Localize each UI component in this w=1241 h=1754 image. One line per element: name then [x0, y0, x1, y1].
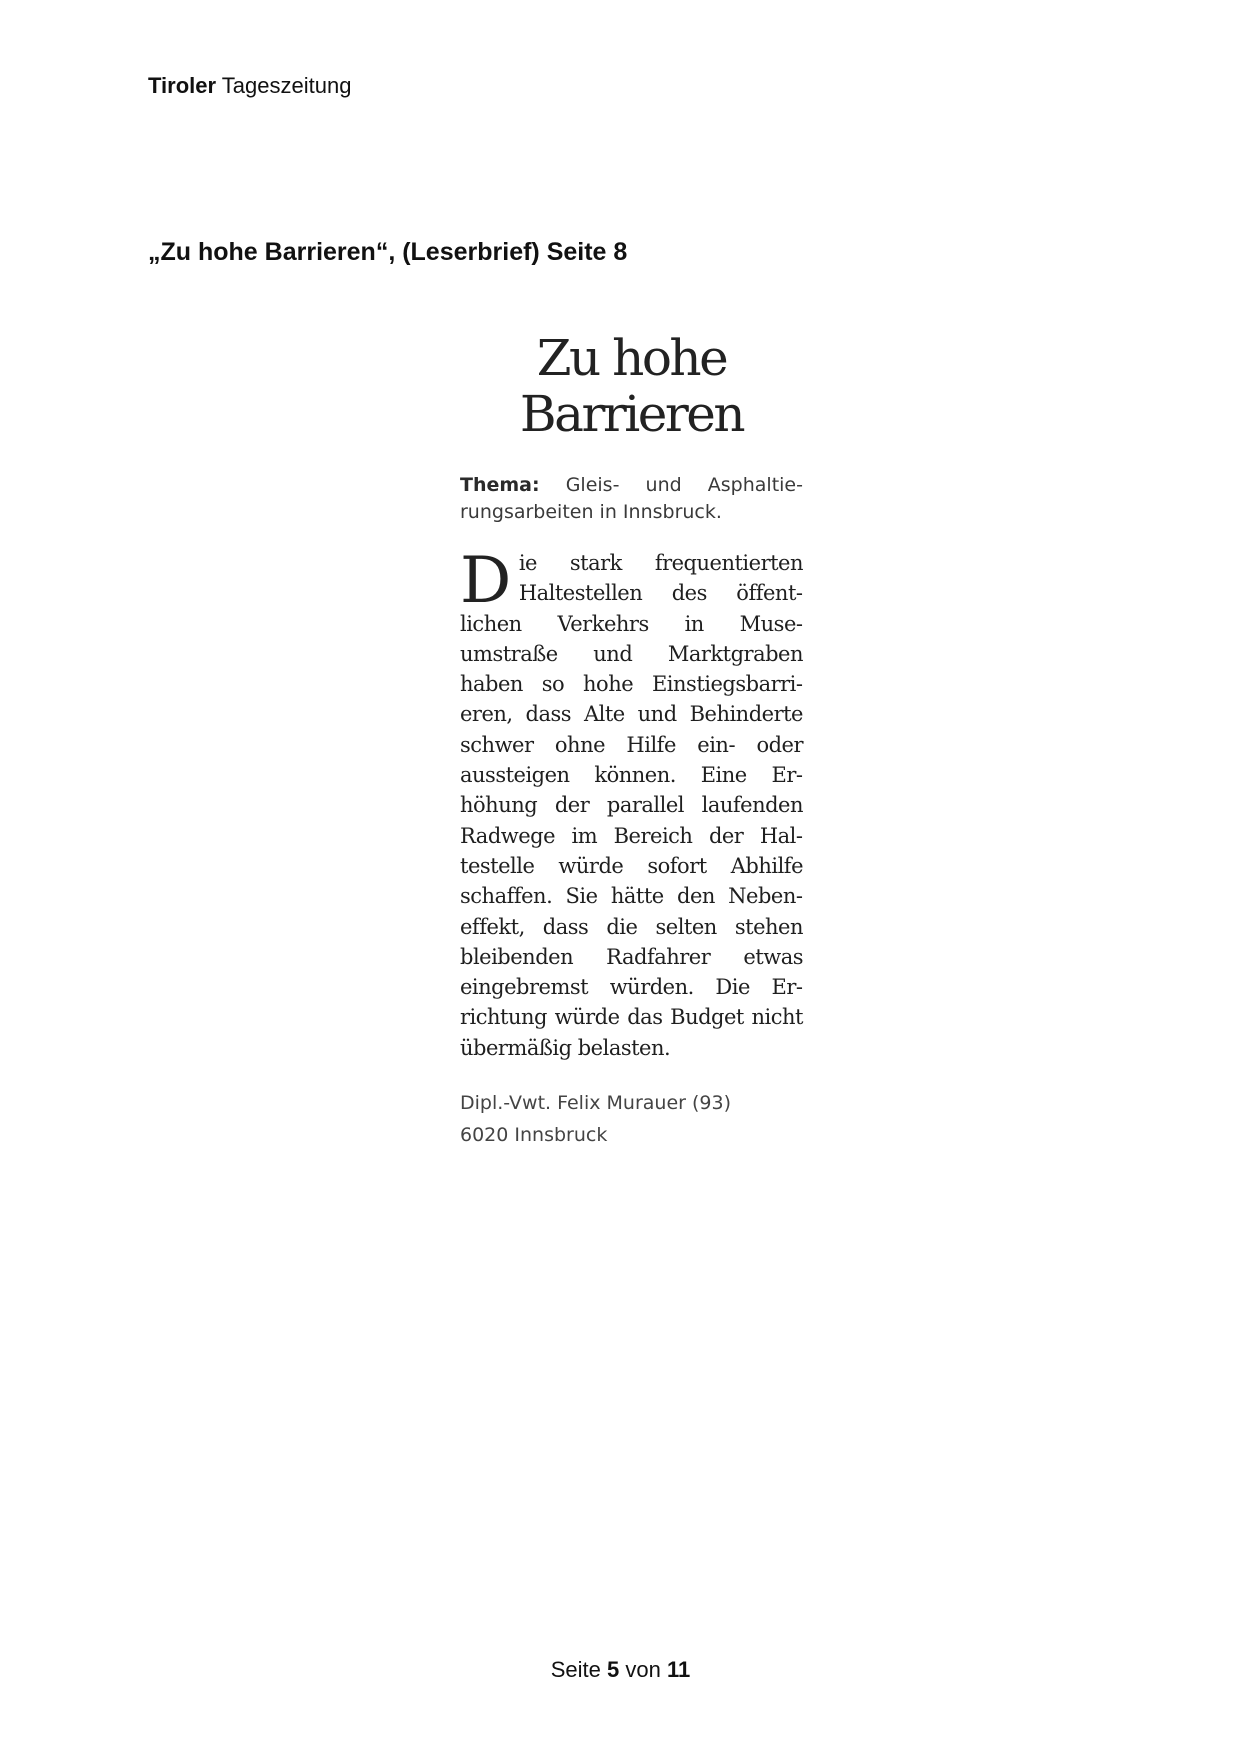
article-clipping: [460, 330, 803, 1151]
author-name: Dipl.-Vwt. Felix Murauer (93): [460, 1092, 731, 1115]
publication-name-rest: Tageszeitung: [221, 73, 352, 98]
article-headline: [460, 330, 803, 442]
drop-cap: D: [460, 544, 511, 618]
article-body-text: ie stark frequentierten Haltestellen des öffentlichen Verkehrs in Museumstraße und Marktgraben haben so hohe Einstiegsbarrieren, dass Alte und Behinderte schwer ohne Hilfe ein- oder aussteigen können. Eine Erhöhung der parallel laufenden Radwege im Bereich der Haltestelle würde sofort Abhilfe schaffen. Sie hätte den Nebeneffekt, dass die selten stehen bleibenden Radfahrer etwas eingebremst würden. Die Errichtung würde das Budget nicht übermäßig belasten.: [460, 551, 803, 1060]
publication-name-bold: Tiroler: [148, 73, 217, 98]
page-of-label: von: [625, 1657, 661, 1682]
document-title: „Zu hohe Barrieren“, (Leserbrief) Seite 8: [148, 238, 628, 266]
page-total: 11: [667, 1657, 691, 1682]
publication-header: [148, 72, 351, 100]
headline-line-2: Barrieren: [519, 385, 744, 443]
article-signature: [460, 1087, 803, 1151]
author-location: 6020 Innsbruck: [460, 1124, 608, 1147]
headline-line-1: Zu hohe: [536, 329, 727, 387]
page-footer: [0, 1656, 1241, 1684]
topic-text: Gleis- und Asphaltierungsarbeiten in Innsbruck.: [460, 474, 803, 523]
topic-label: Thema:: [460, 474, 540, 496]
article-topic: [460, 472, 803, 526]
article-body: [460, 544, 803, 1063]
page-label: Seite: [550, 1657, 601, 1682]
page-number: 5: [607, 1657, 620, 1682]
